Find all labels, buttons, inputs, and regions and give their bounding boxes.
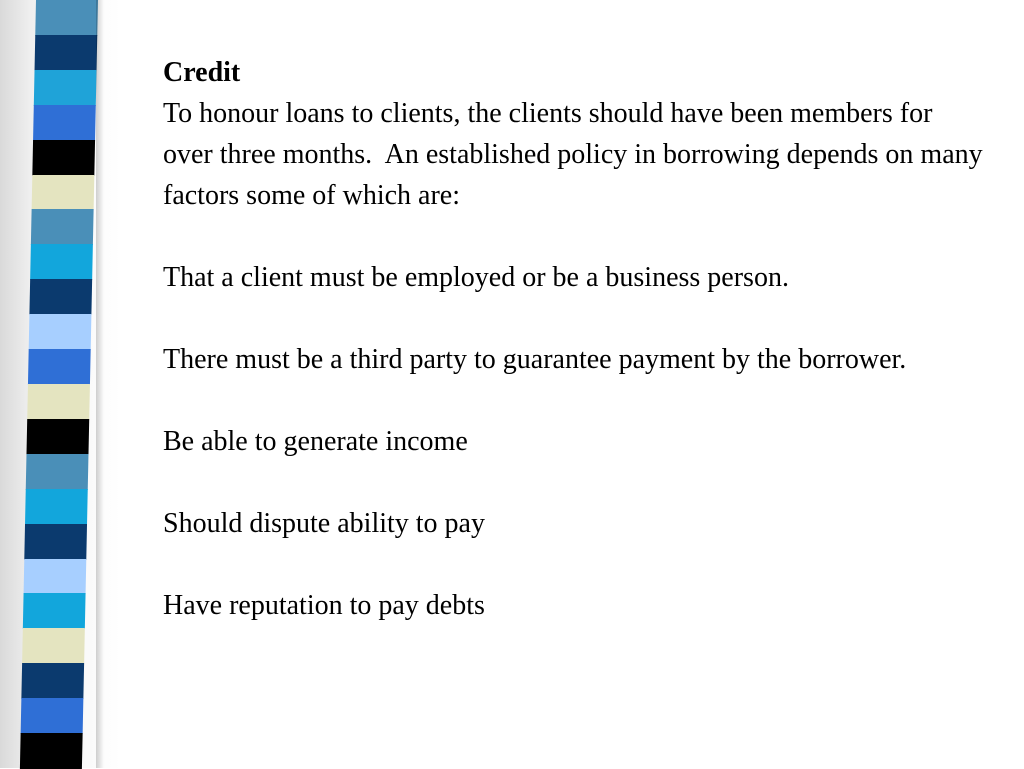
intro-paragraph: To honour loans to clients, the clients should have been members for over three months. An established policy in borrowing depends on many factors some of which are: bbox=[163, 98, 990, 211]
stripe-segment bbox=[24, 559, 87, 595]
stripe-segment bbox=[25, 489, 88, 525]
point-ability-to-pay: Should dispute ability to pay bbox=[163, 508, 485, 539]
spacer bbox=[163, 544, 983, 585]
point-reputation: Have reputation to pay debts bbox=[163, 590, 485, 621]
spacer bbox=[163, 298, 983, 339]
stripe-segment bbox=[21, 663, 84, 699]
stripe-segment bbox=[32, 140, 95, 176]
decorative-color-stripe bbox=[20, 0, 98, 768]
stripe-segment bbox=[29, 279, 92, 315]
stripe-segment bbox=[34, 70, 97, 106]
decorative-stripe-background bbox=[0, 0, 120, 768]
stripe-segment bbox=[26, 419, 89, 455]
stripe-segment bbox=[21, 698, 84, 734]
spacer bbox=[163, 380, 983, 421]
stripe-segment bbox=[28, 349, 91, 385]
stripe-segment bbox=[20, 733, 83, 769]
spacer bbox=[163, 462, 983, 503]
stripe-segment bbox=[32, 175, 95, 211]
stripe-segment bbox=[22, 628, 85, 664]
stripe-segment bbox=[29, 314, 92, 350]
stripe-segment bbox=[26, 454, 89, 490]
stripe-shadow bbox=[96, 0, 104, 768]
stripe-segment bbox=[30, 244, 93, 280]
slide-body bbox=[163, 52, 990, 626]
stripe-segment bbox=[27, 384, 90, 420]
point-guarantor: There must be a third party to guarantee payment by the borrower. bbox=[163, 344, 907, 375]
spacer bbox=[163, 216, 983, 257]
stripe-segment bbox=[35, 35, 98, 71]
stripe-segment bbox=[31, 209, 94, 245]
point-employment: That a client must be employed or be a business person. bbox=[163, 262, 789, 293]
stripe-segment bbox=[35, 0, 98, 36]
stripe-segment bbox=[23, 593, 86, 629]
point-income: Be able to generate income bbox=[163, 426, 468, 457]
stripe-segment bbox=[33, 105, 96, 141]
stripe-segment bbox=[24, 524, 87, 560]
slide-title: Credit bbox=[163, 57, 241, 88]
